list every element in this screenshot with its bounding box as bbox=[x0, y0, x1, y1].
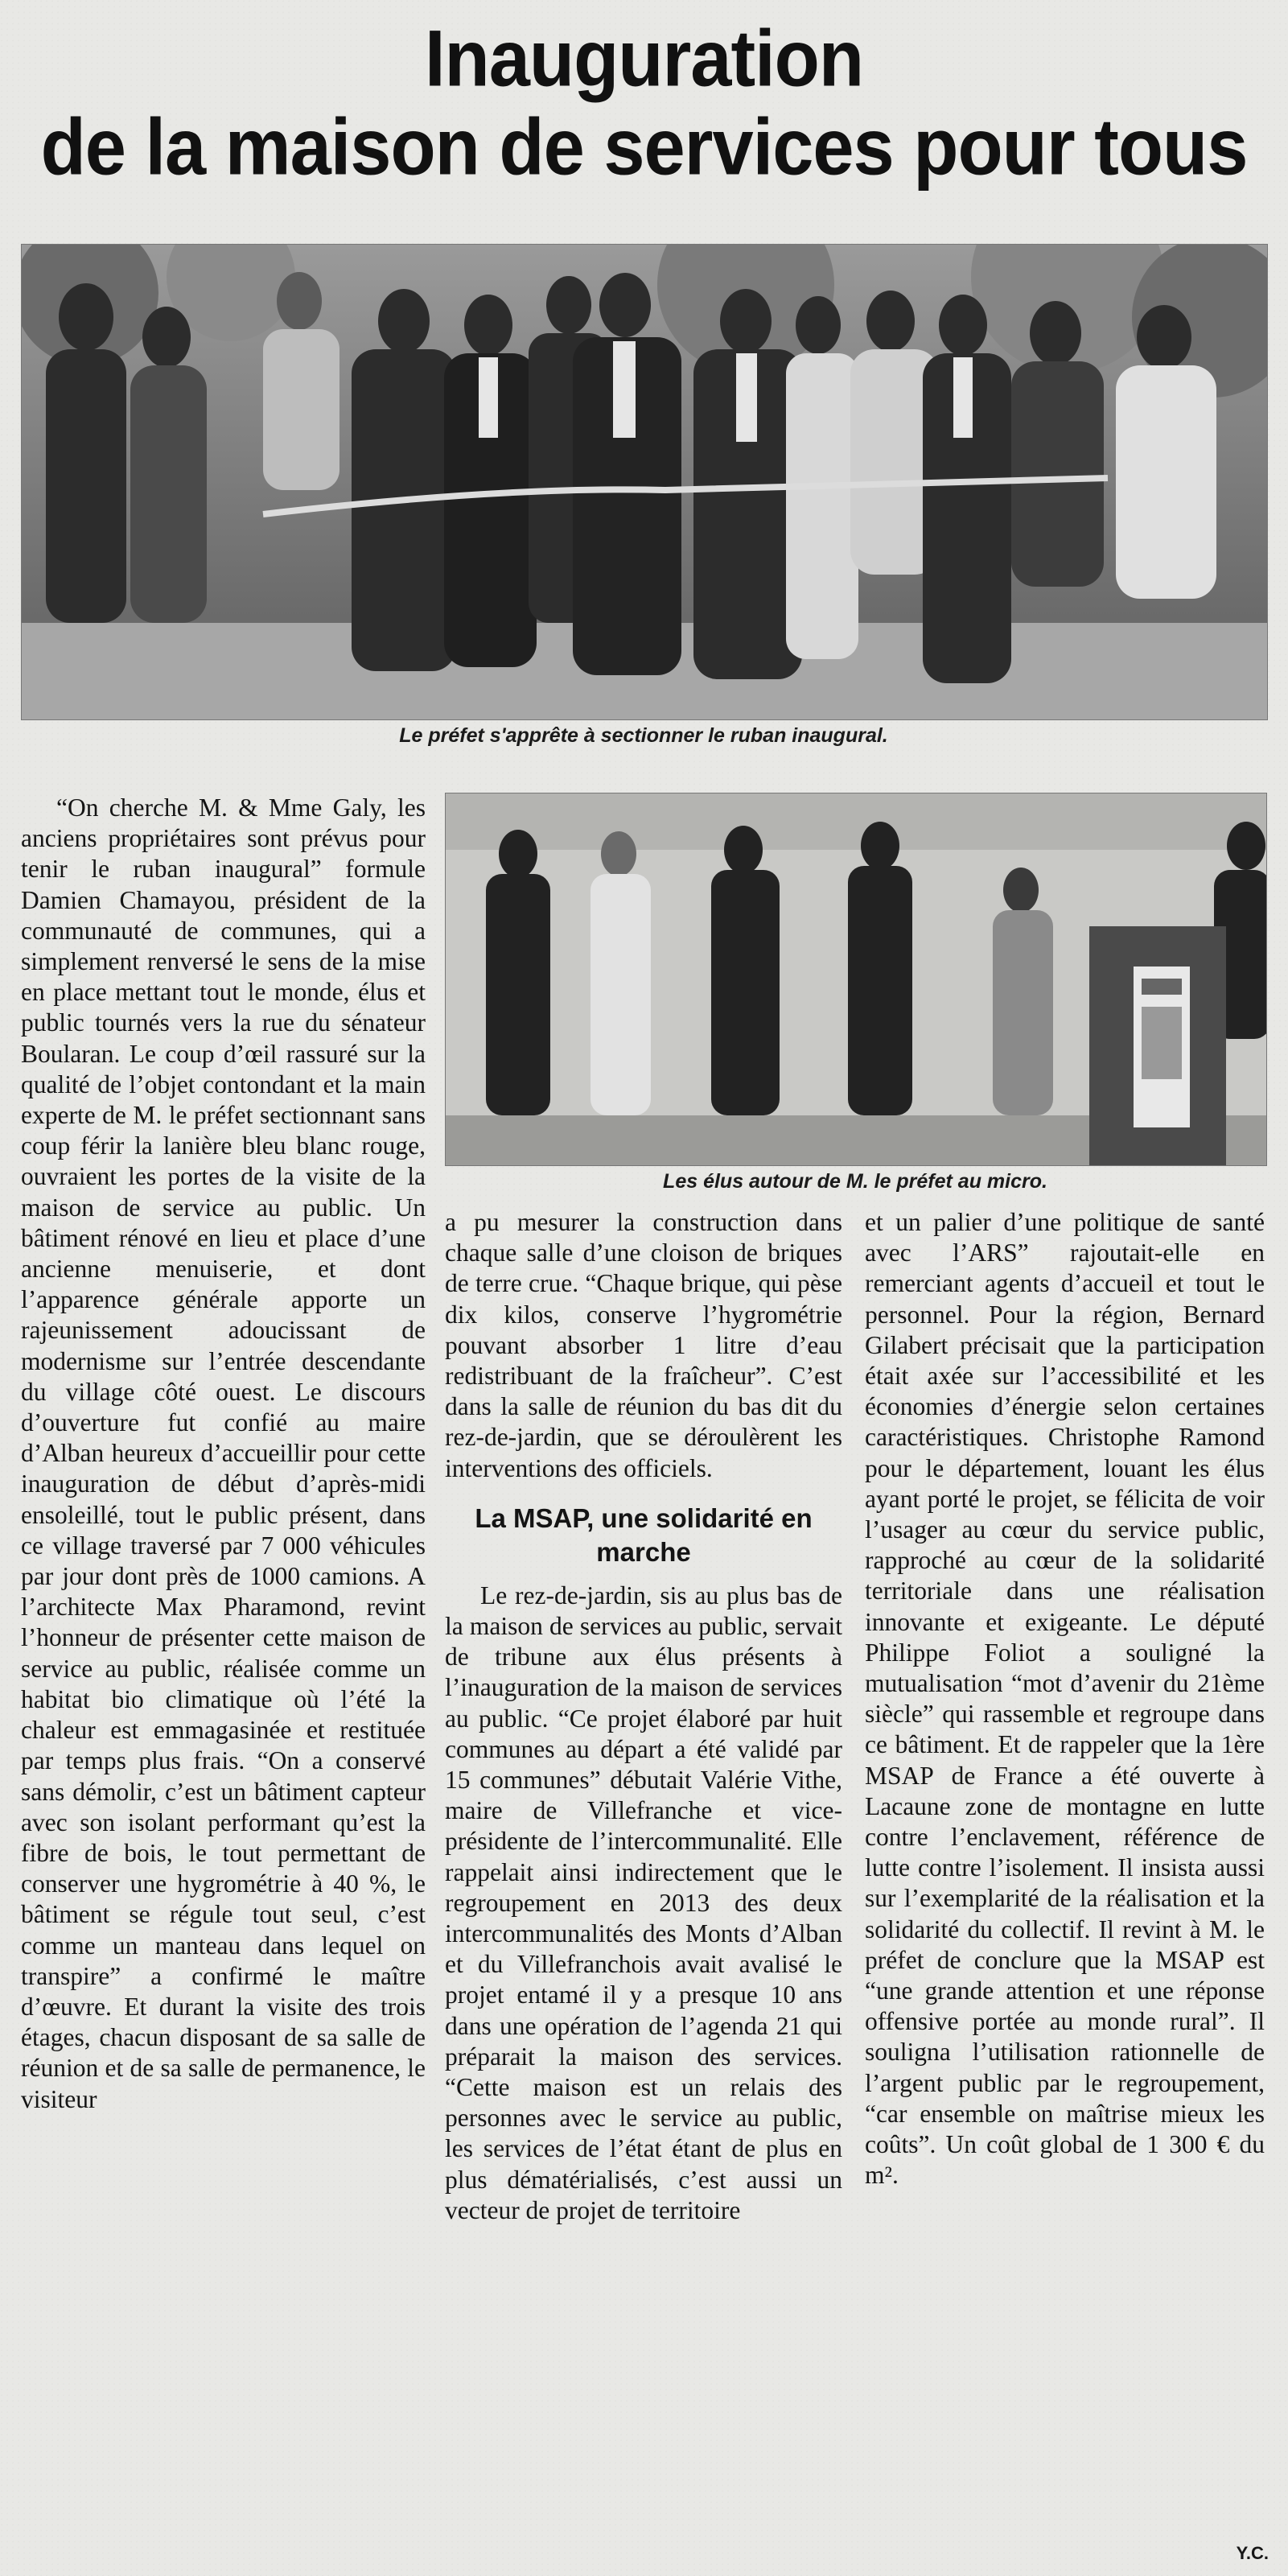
section-subheading: La MSAP, une solidarité en marche bbox=[475, 1502, 813, 1567]
article-column-1 bbox=[21, 793, 426, 2115]
column-3-paragraph: et un palier d’une politique de santé avec l’ARS” rajoutait-elle en remerciant agents d’accueil et tout le personnel. Pour la région, Bernard Gilabert précisait que la participation était axée sur l’accessibilité et les économies d’énergie selon certaines caractéristiques. Christophe Ramond pour le département, louant les élus ayant porté le projet, se félicita de voir l’usager au cœur du service public, rapproché au cœur de la solidarité territoriale dans une réalisation innovante et exigeante. Le député Philippe Foliot a souligné la mutualisation “mot d’avenir du 21ème siècle” qui rassemble et regroupe dans ce bâtiment. Et de rappeler que la 1ère MSAP de France a été ouverte à Lacaune zone de montagne en lutte contre l’enclavement, référence de lutte contre l’isolement. Il insista aussi sur l’exemplarité de la réalisation et la solidarité du collectif. Il revint à M. le préfet de conclure que la MSAP est “une grande attention et une réponse offensive portée au monde rural”. Il souligna l’utilisation rationnelle de l’argent public par le regroupement, “car ensemble on maîtrise mieux les coûts”. Un coût global de 1 300 € du m². bbox=[865, 1208, 1265, 2190]
column-2-paragraph-1: a pu mesurer la construction dans chaque salle d’une cloison de briques de terre crue. “Chaque brique, qui pèse dix kilos, conserve l’hygrométrie pouvant absorber 1 litre d’eau redistribuant de la fraîcheur”. C’est dans la salle de réunion du bas dit du rez-de-jardin, que se déroulèrent les interventions des officiels. bbox=[445, 1208, 842, 1482]
officials-caption: Les élus autour de M. le préfet au micro. bbox=[663, 1170, 1047, 1193]
ribbon-cutting-photo-image bbox=[22, 245, 1267, 719]
ribbon-cutting-caption: Le préfet s'apprête à sectionner le ruban inaugural. bbox=[399, 724, 888, 747]
headline-line-2: de la maison de services pour tous bbox=[40, 102, 1248, 192]
headline-line-1: Inauguration bbox=[424, 14, 864, 104]
article-column-2 bbox=[445, 1207, 842, 2226]
article-column-3 bbox=[865, 1207, 1265, 2191]
officials-photo bbox=[445, 793, 1267, 1166]
column-1-paragraph: “On cherche M. & Mme Galy, les anciens propriétaires sont prévus pour tenir le ruban inaugural” formule Damien Chamayou, président de la communauté de communes, qui a simplement renversé le sens de la mise en place mettant tout le monde, élus et public tournés vers la rue du sénateur Boularan. Le coup d’œil rassuré sur la qualité de l’objet contondant et la main experte de M. le préfet sectionnant sans coup férir la lanière bleu blanc rouge, ouvraient les portes de la visite de la maison de service au public. Un bâtiment rénové en lieu et place d’une ancienne menuiserie, et dont l’apparence générale apporte un rajeunissement adoucissant de modernisme sur l’entrée descendante du village côté ouest. Le discours d’ouverture fut confié au maire d’Alban heureux d’accueillir pour cette inauguration de début d’après-midi ensoleillé, tout le public présent, dans ce village traversé par 7 000 véhicules par jour dont près de 1000 camions. A l’architecte Max Pharamond, revint l’honneur de présenter cette maison de service au public, réalisée comme un habitat bio climatique où l’été la chaleur est emmagasinée et restituée par temps plus frais. “On a conservé sans démolir, c’est un bâtiment capteur avec son isolant performant qu’est la fibre de bois, le tout permettant de conserver une hygrométrie à 40 %, le bâtiment se régule tout seul, c’est comme un manteau dans lequel on transpire” a confirmé le maître d’œuvre. Et durant la visite des trois étages, chacun disposant de sa salle de réunion et de sa salle de permanence, le visiteur bbox=[21, 793, 426, 2113]
article-headline bbox=[0, 14, 1288, 192]
column-2-paragraph-2: Le rez-de-jardin, sis au plus bas de la maison de services au public, servait de tribune aux élus présents à l’inauguration de la maison de services au public. “Ce projet élaboré par huit communes au départ a été validé par 15 communes” débutait Valérie Vithe, maire de Villefranche et vice-présidente de l’intercommunalité. Elle rappelait ainsi indirectement que le regroupement en 2013 des deux intercommunalités des Monts d’Alban et du Villefranchois avait avalisé le projet entamé il y a presque 10 ans dans une opération de l’agenda 21 qui préparait la maison des services. “Cette maison est un relais des personnes avec le service au public, les services de l’état étant de plus en plus dématérialisés, c’est aussi un vecteur de projet de territoire bbox=[445, 1581, 842, 2224]
ribbon-cutting-photo bbox=[21, 244, 1268, 720]
author-signature: Y.C. bbox=[1236, 2543, 1269, 2563]
officials-photo-image bbox=[446, 793, 1266, 1165]
